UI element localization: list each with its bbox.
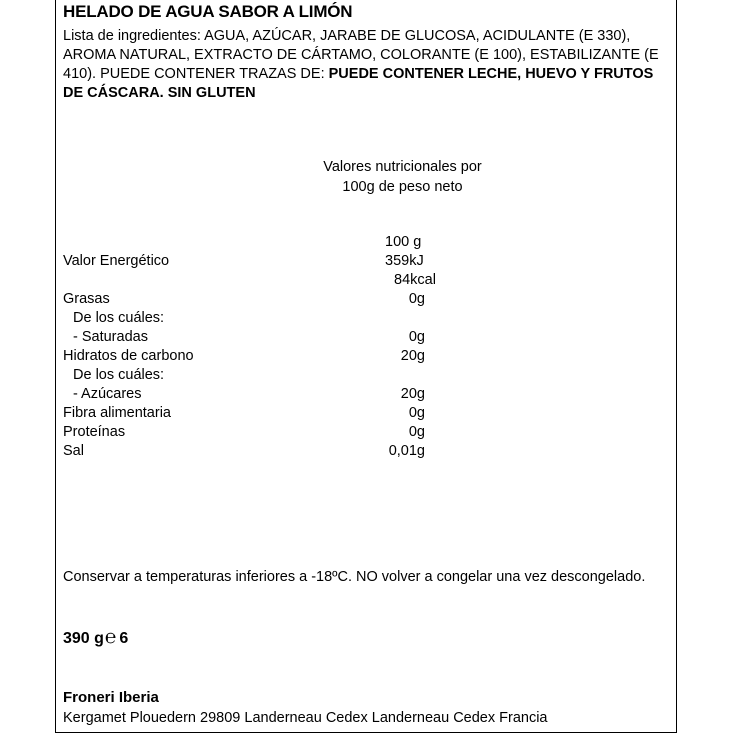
unit-count: 6: [119, 630, 129, 647]
nutrition-column-header: 100 g: [385, 234, 422, 250]
nutrition-header: [290, 157, 515, 197]
nutrient-label-saturated: - Saturadas: [73, 329, 148, 345]
nutrient-label-carbs-of-which: De los cuáles:: [73, 367, 165, 383]
nutrient-value-protein: 0g: [408, 424, 425, 440]
nutrient-label-protein: Proteínas: [63, 424, 126, 440]
nutrition-header-line2: 100g de peso neto: [342, 179, 463, 195]
nutrient-label-fat-of-which: De los cuáles:: [73, 310, 165, 326]
nutrient-value-salt: 0,01g: [388, 443, 425, 459]
nutrition-header-line1: Valores nutricionales por: [323, 159, 482, 175]
nutrient-value-fiber: 0g: [408, 405, 425, 421]
nutrient-value-energy-kcal: 84kcal: [394, 272, 436, 288]
net-weight: [63, 626, 128, 649]
nutrient-label-carbs: Hidratos de carbono: [63, 348, 194, 364]
ingredients-text: Lista de ingredientes: AGUA, AZÚCAR, JARABE DE GLUCOSA, ACIDULANTE (E 330), AROMA NATURAL, EXTRACTO DE CÁRTAMO, COLORANTE (E 100), ESTABILIZANTE (E 410). PUEDE CONTENER TRAZAS DE:: [63, 28, 659, 82]
nutrient-label-sugars: - Azúcares: [73, 386, 142, 402]
nutrient-label-fat: Grasas: [63, 291, 110, 307]
allergen-warning: PUEDE CONTENER LECHE, HUEVO Y FRUTOS DE CÁSCARA. SIN GLUTEN: [63, 66, 654, 101]
nutrient-label-energy: Valor Energético: [63, 253, 170, 269]
ingredients-list: [63, 27, 663, 103]
storage-instructions: Conservar a temperaturas inferiores a -18ºC. NO volver a congelar una vez descongelado.: [63, 569, 646, 585]
net-weight-amount: 390 g: [63, 630, 104, 647]
nutrient-value-fat: 0g: [408, 291, 425, 307]
estimated-sign-icon: ℮: [104, 626, 117, 648]
company-name: Froneri Iberia: [63, 689, 159, 706]
nutrient-label-salt: Sal: [63, 443, 84, 459]
nutrient-value-carbs: 20g: [400, 348, 425, 364]
nutrient-value-energy-kj: 359kJ: [385, 253, 424, 269]
nutrient-value-sugars: 20g: [400, 386, 425, 402]
company-address: Kergamet Plouedern 29809 Landerneau Cedex Landerneau Cedex Francia: [63, 710, 548, 726]
product-title: HELADO DE AGUA SABOR A LIMÓN: [63, 2, 353, 21]
nutrient-value-saturated: 0g: [408, 329, 425, 345]
nutrient-label-fiber: Fibra alimentaria: [63, 405, 171, 421]
